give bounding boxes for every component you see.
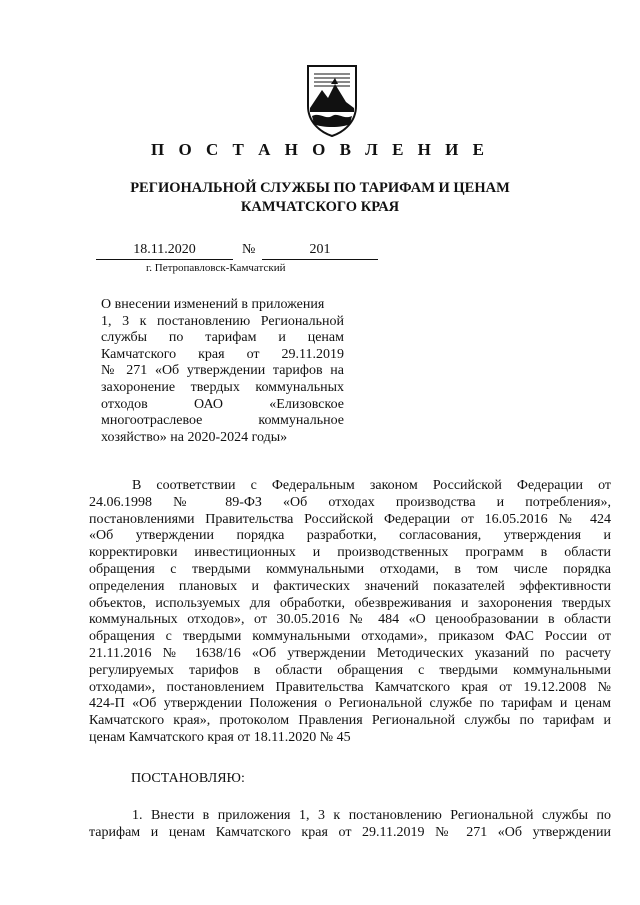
- city-name: г. Петропавловск-Камчатский: [146, 262, 286, 274]
- preamble-line: В соответствии с Федеральным законом Российской Федерации от: [132, 478, 611, 493]
- coat-of-arms-icon: [302, 62, 362, 138]
- subject-line: № 271 «Об утверждении тарифов на: [101, 363, 344, 379]
- subject-line: Камчатского края от 29.11.2019: [101, 346, 344, 362]
- preamble-line: объектов, используемых для обработки, обезвреживания и захоронения твердых: [89, 595, 611, 611]
- item-1-paragraph: [89, 808, 611, 842]
- number-label: №: [242, 242, 256, 257]
- subject-line: хозяйство» на 2020-2024 годы»: [101, 429, 288, 445]
- subject-line: 1, 3 к постановлению Региональной: [101, 313, 344, 329]
- preamble-line: регулируемых тарифов в области обращения с твердыми коммунальными: [89, 662, 611, 678]
- subject-line: захоронение твердых коммунальных: [101, 379, 344, 395]
- subject-line: О внесении изменений в приложения: [101, 297, 325, 312]
- preamble-line: отходами», постановлением Правительства Камчатского края от 19.12.2008 №: [89, 679, 611, 695]
- preamble-line: обращения с твердыми коммунальными отходами», приказом ФАС России от: [89, 629, 611, 645]
- issuing-authority: [0, 179, 640, 217]
- preamble-line: обращения с твердыми коммунальными отходами, в том числе порядка: [89, 561, 611, 577]
- preamble-line: «Об утверждении порядка разработки, согласования, утверждения и: [89, 528, 611, 544]
- preamble-line: определения плановых и фактических значений показателей эффективности: [89, 578, 611, 594]
- decree-subject: [101, 297, 344, 446]
- subject-line: отходов ОАО «Елизовское: [101, 396, 344, 412]
- preamble-line: постановлениями Правительства Российской Федерации от 16.05.2016 № 424: [89, 511, 611, 527]
- preamble-line: корректировки инвестиционных и производственных программ в области: [89, 545, 611, 561]
- item-1-line: тарифам и ценам Камчатского края от 29.11.2019 № 271 «Об утверждении: [89, 824, 611, 840]
- resolution-word: ПОСТАНОВЛЯЮ:: [131, 771, 245, 786]
- preamble-paragraph: [89, 478, 611, 747]
- preamble-line: коммунальных отходов», от 30.05.2016 № 484 «О ценообразовании в области: [89, 612, 611, 628]
- preamble-line: 424-П «Об утверждении Положения о Региональной службе по тарифам и ценам: [89, 696, 611, 712]
- preamble-line: ценам Камчатского края от 18.11.2020 № 45: [89, 729, 351, 745]
- preamble-line: 24.06.1998 № 89-ФЗ «Об отходах производства и потребления»,: [89, 494, 611, 510]
- decree-title: П О С Т А Н О В Л Е Н И Е: [151, 140, 489, 159]
- preamble-line: Камчатского края», протоколом Правления Региональной службы по тарифам и: [89, 713, 611, 729]
- subject-line: службы по тарифам и ценам: [101, 330, 344, 346]
- item-1-line: 1. Внести в приложения 1, 3 к постановлению Региональной службы по: [132, 808, 611, 823]
- decree-number: 201: [262, 242, 378, 260]
- authority-line: РЕГИОНАЛЬНОЙ СЛУЖБЫ ПО ТАРИФАМ И ЦЕНАМ: [130, 180, 510, 196]
- preamble-line: 21.11.2016 № 1638/16 «Об утверждении Методических указаний по расчету: [89, 645, 611, 661]
- authority-line: КАМЧАТСКОГО КРАЯ: [240, 199, 400, 215]
- decree-date: 18.11.2020: [96, 242, 233, 260]
- subject-line: многоотраслевое коммунальное: [101, 413, 344, 429]
